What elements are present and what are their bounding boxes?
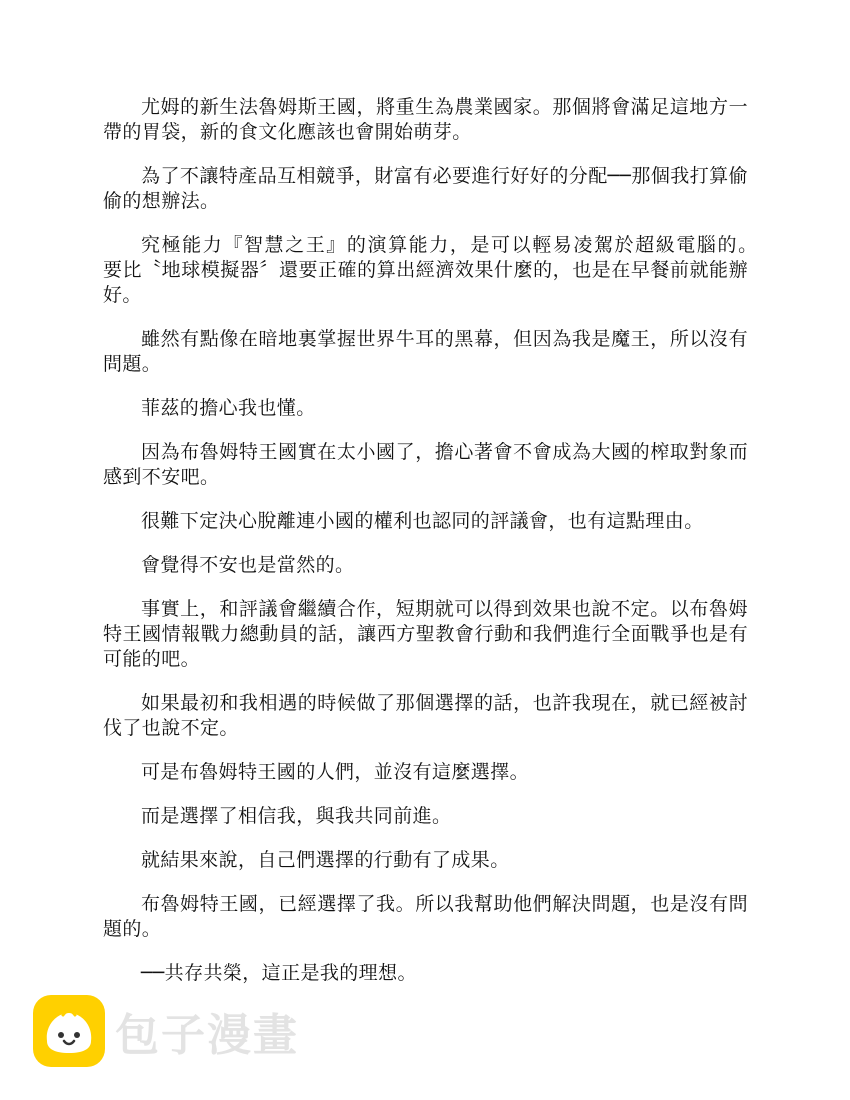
- paragraph: 布魯姆特王國，已經選擇了我。所以我幫助他們解決問題，也是沒有問題的。: [103, 893, 748, 940]
- paragraph: 可是布魯姆特王國的人們，並沒有這麼選擇。: [141, 761, 530, 783]
- paragraph: 會覺得不安也是當然的。: [141, 554, 355, 576]
- paragraph: 究極能力『智慧之王』的演算能力，是可以輕易凌駕於超級電腦的。 要比〝地球模擬器〞還要正確的算出經濟效果什麼的，也是在早餐前就能辦好。: [103, 234, 768, 306]
- paragraph: 很難下定決心脫離連小國的權利也認同的評議會，也有這點理由。: [141, 510, 704, 532]
- paragraph: ──共存共榮，這正是我的理想。: [141, 962, 417, 984]
- paragraph: 因為布魯姆特王國實在太小國了，擔心著會不會成為大國的榨取對象而感到不安吧。: [103, 441, 748, 488]
- paragraph: 尤姆的新生法魯姆斯王國，將重生為農業國家。那個將會滿足這地方一帶的胃袋，新的食文化應該也會開始萌芽。: [103, 96, 748, 143]
- watermark: [33, 995, 299, 1067]
- paragraph: 而是選擇了相信我，與我共同前進。: [141, 805, 452, 827]
- paragraph: 就結果來說，自己們選擇的行動有了成果。: [141, 849, 510, 871]
- paragraph: 事實上，和評議會繼續合作，短期就可以得到效果也說不定。以布魯姆特王國情報戰力總動員的話，讓西方聖教會行動和我們進行全面戰爭也是有可能的吧。: [103, 598, 748, 670]
- paragraph: 雖然有點像在暗地裏掌握世界牛耳的黑幕，但因為我是魔王，所以沒有問題。: [103, 328, 748, 375]
- paragraph: 如果最初和我相遇的時候做了那個選擇的話，也許我現在，就已經被討伐了也說不定。: [103, 692, 748, 739]
- watermark-text: 包子漫畫: [115, 1010, 299, 1061]
- bun-mascot-icon: [33, 995, 105, 1067]
- paragraph: 為了不讓特產品互相競爭，財富有必要進行好好的分配──那個我打算偷偷的想辦法。: [103, 165, 748, 212]
- paragraph: 菲茲的擔心我也懂。: [141, 397, 316, 419]
- body-text: [103, 95, 768, 1005]
